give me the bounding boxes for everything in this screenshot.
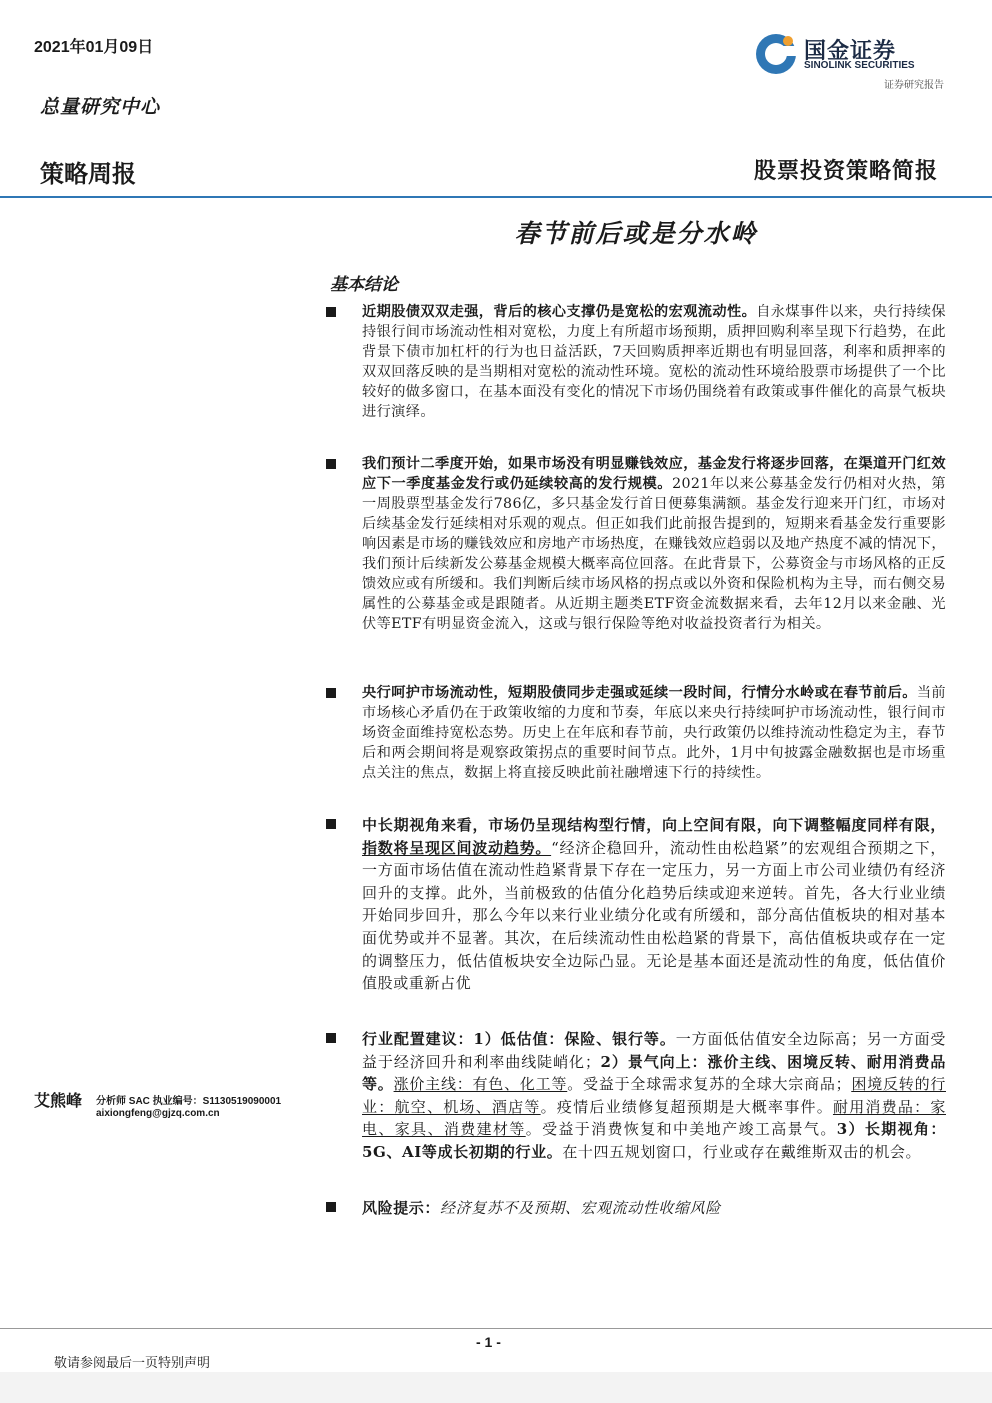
company-logo xyxy=(754,30,954,90)
bullet-lead: 央行呵护市场流动性，短期股债同步走强或延续一段时间，行情分水岭或在春节前后。 xyxy=(362,685,917,701)
research-center: 总量研究中心 xyxy=(40,96,161,118)
allocation-low-valuation: 行业配置建议：1）低估值：保险、银行等。 xyxy=(362,1030,676,1048)
allocation-prosperity: 2）景气向上：涨价主线、困境反转、耐用消费品等。 xyxy=(362,1052,946,1094)
section-heading: 基本结论 xyxy=(330,275,398,295)
bullet-lead: 近期股债双双走强，背后的核心支撑仍是宽松的宏观流动性。 xyxy=(362,304,757,320)
bullet-square-icon xyxy=(326,307,336,317)
report-date: 2021年01月09日 xyxy=(34,39,154,56)
bullet-lead: 我们预计二季度开始，如果市场没有明显赚钱效应，基金发行将逐步回落，在渠道开门红效应下一季度基金发行或仍延续较高的发行规模。 xyxy=(362,456,946,492)
report-series: 股票投资策略简报 xyxy=(753,158,938,184)
sinolink-logo-icon xyxy=(754,32,798,76)
allocation-price-rise-reason: 。受益于全球需求复苏的全球大宗商品； xyxy=(567,1075,852,1094)
bullet-long-term xyxy=(326,814,946,995)
allocation-reversal-reason: 。疫情后业绩修复超预期是大概率事件。 xyxy=(540,1097,833,1116)
bullet-allocation xyxy=(326,1028,946,1164)
footer-divider xyxy=(0,1328,992,1329)
allocation-long-term: 3）长期视角：5G、AI等成长初期的行业。 xyxy=(362,1120,946,1161)
logo-subtitle: 证券研究报告 xyxy=(884,80,944,91)
allocation-durables-reason: 。受益于消费恢复和中美地产竣工高景气。 xyxy=(525,1120,837,1139)
bullet-square-icon xyxy=(326,1202,336,1212)
bullet-square-icon xyxy=(326,688,336,698)
allocation-long-term-reason: 在十四五规划窗口，行业或存在戴维斯双击的机会。 xyxy=(562,1142,922,1161)
author-name: 艾熊峰 xyxy=(34,1091,83,1110)
allocation-reversal: 困境反转的行业：航空、机场、酒店等 xyxy=(362,1075,946,1116)
bullet-body: “经济企稳回升，流动性由松趋紧”的宏观组合预期之下，一方面市场估值在流动性趋紧背景下存在一定压力，另一方面上市公司业绩仍有经济回升的支撑。此外，当前极致的估值分化趋势后续或迎来逆转。首先，各大行业业绩开始同步回升，那么今年以来行业业绩分化或有所缓和，部分高估值板块的相对基本面优势或并不显著。其次，在后续流动性由松趋紧的背景下，高估值板块或存在一定的调整压力，低估值板块安全边际凸显。无论是基本面还是流动性的角度，低估值价值股或重新占优 xyxy=(362,838,946,993)
bullet-fund-issuance xyxy=(326,454,946,634)
risk-label: 风险提示： xyxy=(362,1199,441,1217)
header-divider xyxy=(0,196,992,198)
author-sac-id: 分析师 SAC 执业编号：S1130519090001 xyxy=(96,1096,282,1107)
author-email[interactable]: aixiongfeng@gjzq.com.cn xyxy=(96,1108,220,1119)
report-title: 春节前后或是分水岭 xyxy=(514,219,758,248)
bullet-square-icon xyxy=(326,1033,336,1043)
logo-name-en: SINOLINK SECURITIES xyxy=(804,60,915,71)
bullet-central-bank xyxy=(326,683,946,783)
page-number: - 1 - xyxy=(476,1334,501,1350)
bullet-lead: 中长期视角来看，市场仍呈现结构型行情，向上空间有限，向下调整幅度同样有限， xyxy=(362,816,946,834)
bottom-band xyxy=(0,1372,992,1403)
allocation-durables: 耐用消费品：家电、家具、消费建材等 xyxy=(362,1097,946,1139)
allocation-low-valuation-reason: 一方面低估值安全边际高；另一方面受益于经济回升和利率曲线陡峭化； xyxy=(362,1030,946,1071)
risk-text: 经济复苏不及预期、宏观流动性收缩风险 xyxy=(440,1199,721,1217)
bullet-risk xyxy=(326,1197,946,1220)
bullet-lead-underlined: 指数将呈现区间波动趋势。 xyxy=(362,838,552,857)
bullet-body: 2021年以来公募基金发行仍相对火热，第一周股票型基金发行786亿，多只基金发行首日便募集满额。基金发行迎来开门红，市场对后续基金发行延续相对乐观的观点。但正如我们此前报告提到的，短期来看基金发行重要影响因素是市场的赚钱效应和房地产市场热度，在赚钱效应趋弱以及地产热度不减的情况下，我们预计后续新发公募基金规模大概率高位回落。在此背景下，公募资金与市场风格的正反馈效应或有所缓和。我们判断后续市场风格的拐点或以外资和保险机构为主导，而右侧交易属性的公募基金或是跟随者。从近期主题类ETF资金流数据来看，去年12月以来金融、光伏等ETF有明显资金流入，这或与银行保险等绝对收益投资者行为相关。 xyxy=(362,476,947,632)
bullet-liquidity xyxy=(326,302,946,422)
bullet-body: 自永煤事件以来，央行持续保持银行间市场流动性相对宽松，力度上有所超市场预期，质押回购利率呈现下行趋势，在此背景下债市加杠杆的行为也日益活跃，7天回购质押率近期也有明显回落，利率和质押率的双双回落反映的是当期相对宽松的流动性环境。宽松的流动性环境给股票市场提供了一个比较好的做多窗口，在基本面没有变化的情况下市场仍围绕着有政策或事件催化的高景气板块进行演绎。 xyxy=(362,304,946,420)
bullet-body: 当前市场核心矛盾仍在于政策收缩的力度和节奏，年底以来央行持续呵护市场流动性，银行间市场资金面维持宽松态势。历史上在年底和春节前，央行政策仍以维持流动性稳定为主，春节后和两会期间将是观察政策拐点的重要时间节点。此外，1月中旬披露金融数据也是市场重点关注的焦点，数据上将直接反映此前社融增速下行的持续性。 xyxy=(362,685,947,781)
logo-name-cn: 国金证券 xyxy=(804,38,897,63)
disclaimer-note: 敬请参阅最后一页特别声明 xyxy=(54,1356,211,1371)
bullet-square-icon xyxy=(326,819,336,829)
bullet-square-icon xyxy=(326,459,336,469)
allocation-price-rise: 涨价主线：有色、化工等 xyxy=(393,1075,568,1094)
report-type: 策略周报 xyxy=(40,161,136,188)
